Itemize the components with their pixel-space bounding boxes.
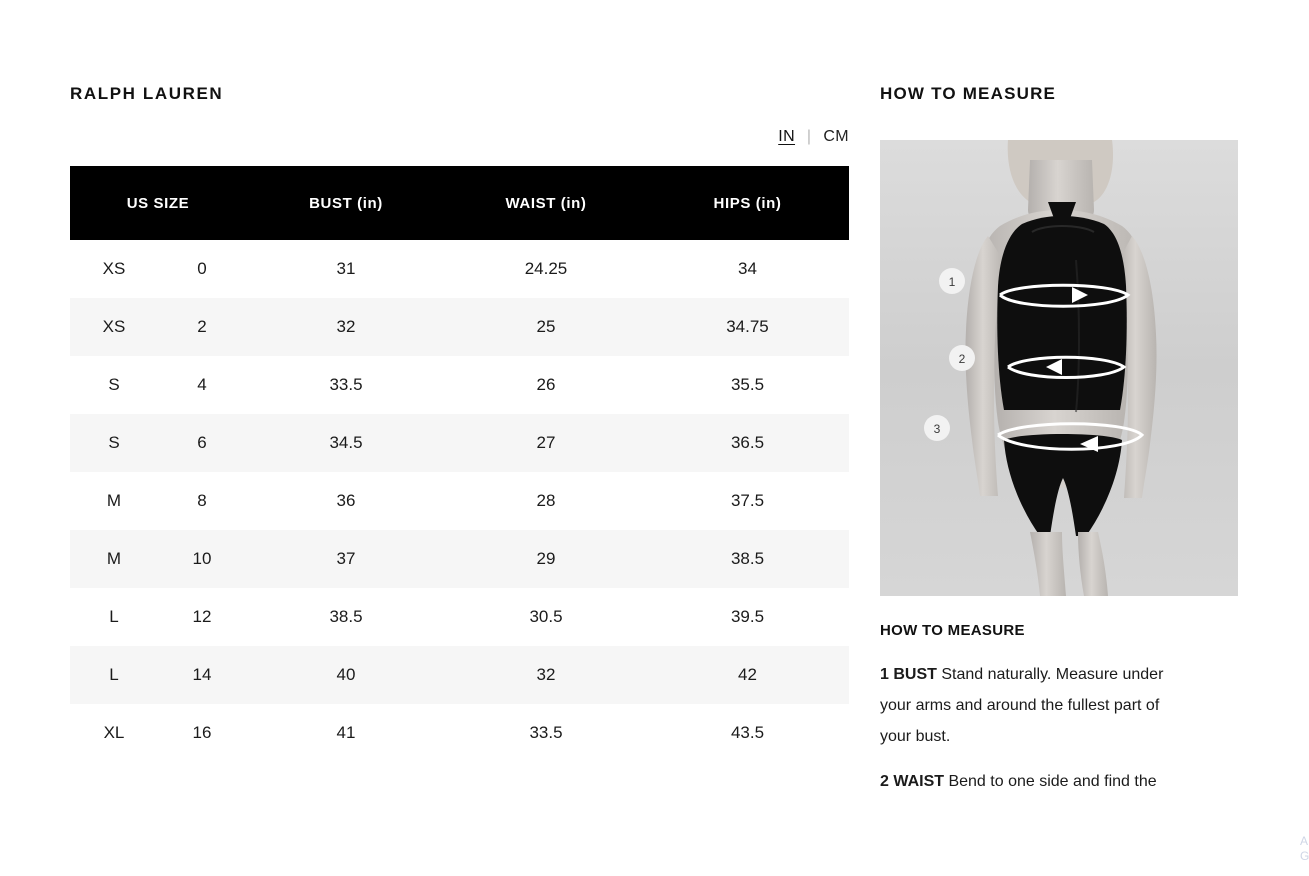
cell-number: 12 <box>192 607 212 626</box>
measure-item-waist-label: 2 WAIST <box>880 773 945 790</box>
size-table-header <box>70 166 849 240</box>
cell-waist: 32 <box>446 646 646 704</box>
unit-centimeters-button[interactable]: CM <box>823 128 849 145</box>
figure-marker-2-label: 2 <box>958 352 966 366</box>
figure-marker-3-label: 3 <box>933 422 941 436</box>
measurement-figure-image <box>880 140 1238 596</box>
cell-number: 10 <box>158 530 246 588</box>
cell-waist: 28 <box>536 491 556 510</box>
column-header-waist: WAIST (in) <box>446 166 646 240</box>
size-chart-panel <box>70 84 850 762</box>
cell-waist: 25 <box>446 298 646 356</box>
cell-size: L <box>70 646 158 704</box>
cell-number: 2 <box>158 298 246 356</box>
table-row <box>70 240 849 298</box>
table-row <box>70 646 849 704</box>
cell-hips: 37.5 <box>730 491 765 510</box>
page-title: RALPH LAUREN <box>70 84 224 103</box>
cell-size: XS <box>70 298 158 356</box>
cell-bust: 31 <box>336 259 356 278</box>
how-to-measure-panel <box>880 84 1238 811</box>
unit-inches-button[interactable]: IN <box>778 128 796 145</box>
clipped-artifact-left <box>140 860 143 874</box>
table-row <box>70 414 849 472</box>
measure-item-bust-text: Stand naturally. Measure under your arms and around the fullest part of your bust. <box>880 666 1164 745</box>
cell-size: M <box>106 491 122 510</box>
cell-waist: 24.25 <box>524 259 568 278</box>
how-to-measure-heading: HOW TO MEASURE <box>880 84 1057 103</box>
cell-number: 6 <box>158 414 246 472</box>
column-header-bust: BUST (in) <box>246 166 446 240</box>
cell-number: 16 <box>192 723 212 742</box>
cell-size: L <box>109 607 119 626</box>
cell-waist: 27 <box>446 414 646 472</box>
cell-number: 8 <box>197 491 207 510</box>
clipped-artifact-right: A G <box>1300 834 1309 863</box>
cell-bust: 33.5 <box>329 375 363 394</box>
unit-toggle[interactable] <box>70 128 849 146</box>
cell-bust: 38.5 <box>329 607 363 626</box>
cell-hips: 42 <box>646 646 849 704</box>
table-row <box>70 472 849 530</box>
figure-marker-1-label: 1 <box>948 275 956 289</box>
cell-size: M <box>70 530 158 588</box>
measure-item-bust-label: 1 BUST <box>880 666 937 683</box>
table-row <box>70 588 849 646</box>
figure-illustration <box>880 140 1238 596</box>
cell-bust: 32 <box>246 298 446 356</box>
cell-hips: 43.5 <box>730 723 765 742</box>
unit-separator: | <box>806 128 812 145</box>
how-to-measure-subheading: HOW TO MEASURE <box>880 622 1025 639</box>
cell-bust: 34.5 <box>246 414 446 472</box>
cell-waist: 33.5 <box>529 723 563 742</box>
table-row <box>70 298 849 356</box>
cell-hips: 39.5 <box>730 607 765 626</box>
cell-size: XL <box>103 723 125 742</box>
cell-bust: 37 <box>246 530 446 588</box>
cell-number: 0 <box>197 259 207 278</box>
size-table <box>70 166 849 762</box>
cell-number: 4 <box>197 375 207 394</box>
table-row <box>70 704 849 762</box>
cell-hips: 35.5 <box>730 375 765 394</box>
cell-size: XS <box>102 259 126 278</box>
cell-bust: 41 <box>336 723 356 742</box>
size-table-body <box>70 240 849 762</box>
column-header-us-size: US SIZE <box>70 166 246 240</box>
measure-item-waist-text: Bend to one side and find the <box>944 773 1157 790</box>
table-row <box>70 356 849 414</box>
cell-bust: 36 <box>336 491 356 510</box>
measure-item-bust <box>880 659 1190 752</box>
cell-hips: 34 <box>738 259 757 278</box>
cell-size: S <box>108 375 120 394</box>
cell-number: 14 <box>158 646 246 704</box>
cell-hips: 34.75 <box>646 298 849 356</box>
cell-hips: 36.5 <box>646 414 849 472</box>
column-header-hips: HIPS (in) <box>646 166 849 240</box>
measure-item-waist <box>880 766 1190 797</box>
cell-bust: 40 <box>246 646 446 704</box>
cell-waist: 26 <box>536 375 556 394</box>
cell-size: S <box>70 414 158 472</box>
cell-waist: 29 <box>446 530 646 588</box>
table-header-row <box>70 166 849 240</box>
table-row <box>70 530 849 588</box>
cell-hips: 38.5 <box>646 530 849 588</box>
cell-waist: 30.5 <box>529 607 563 626</box>
